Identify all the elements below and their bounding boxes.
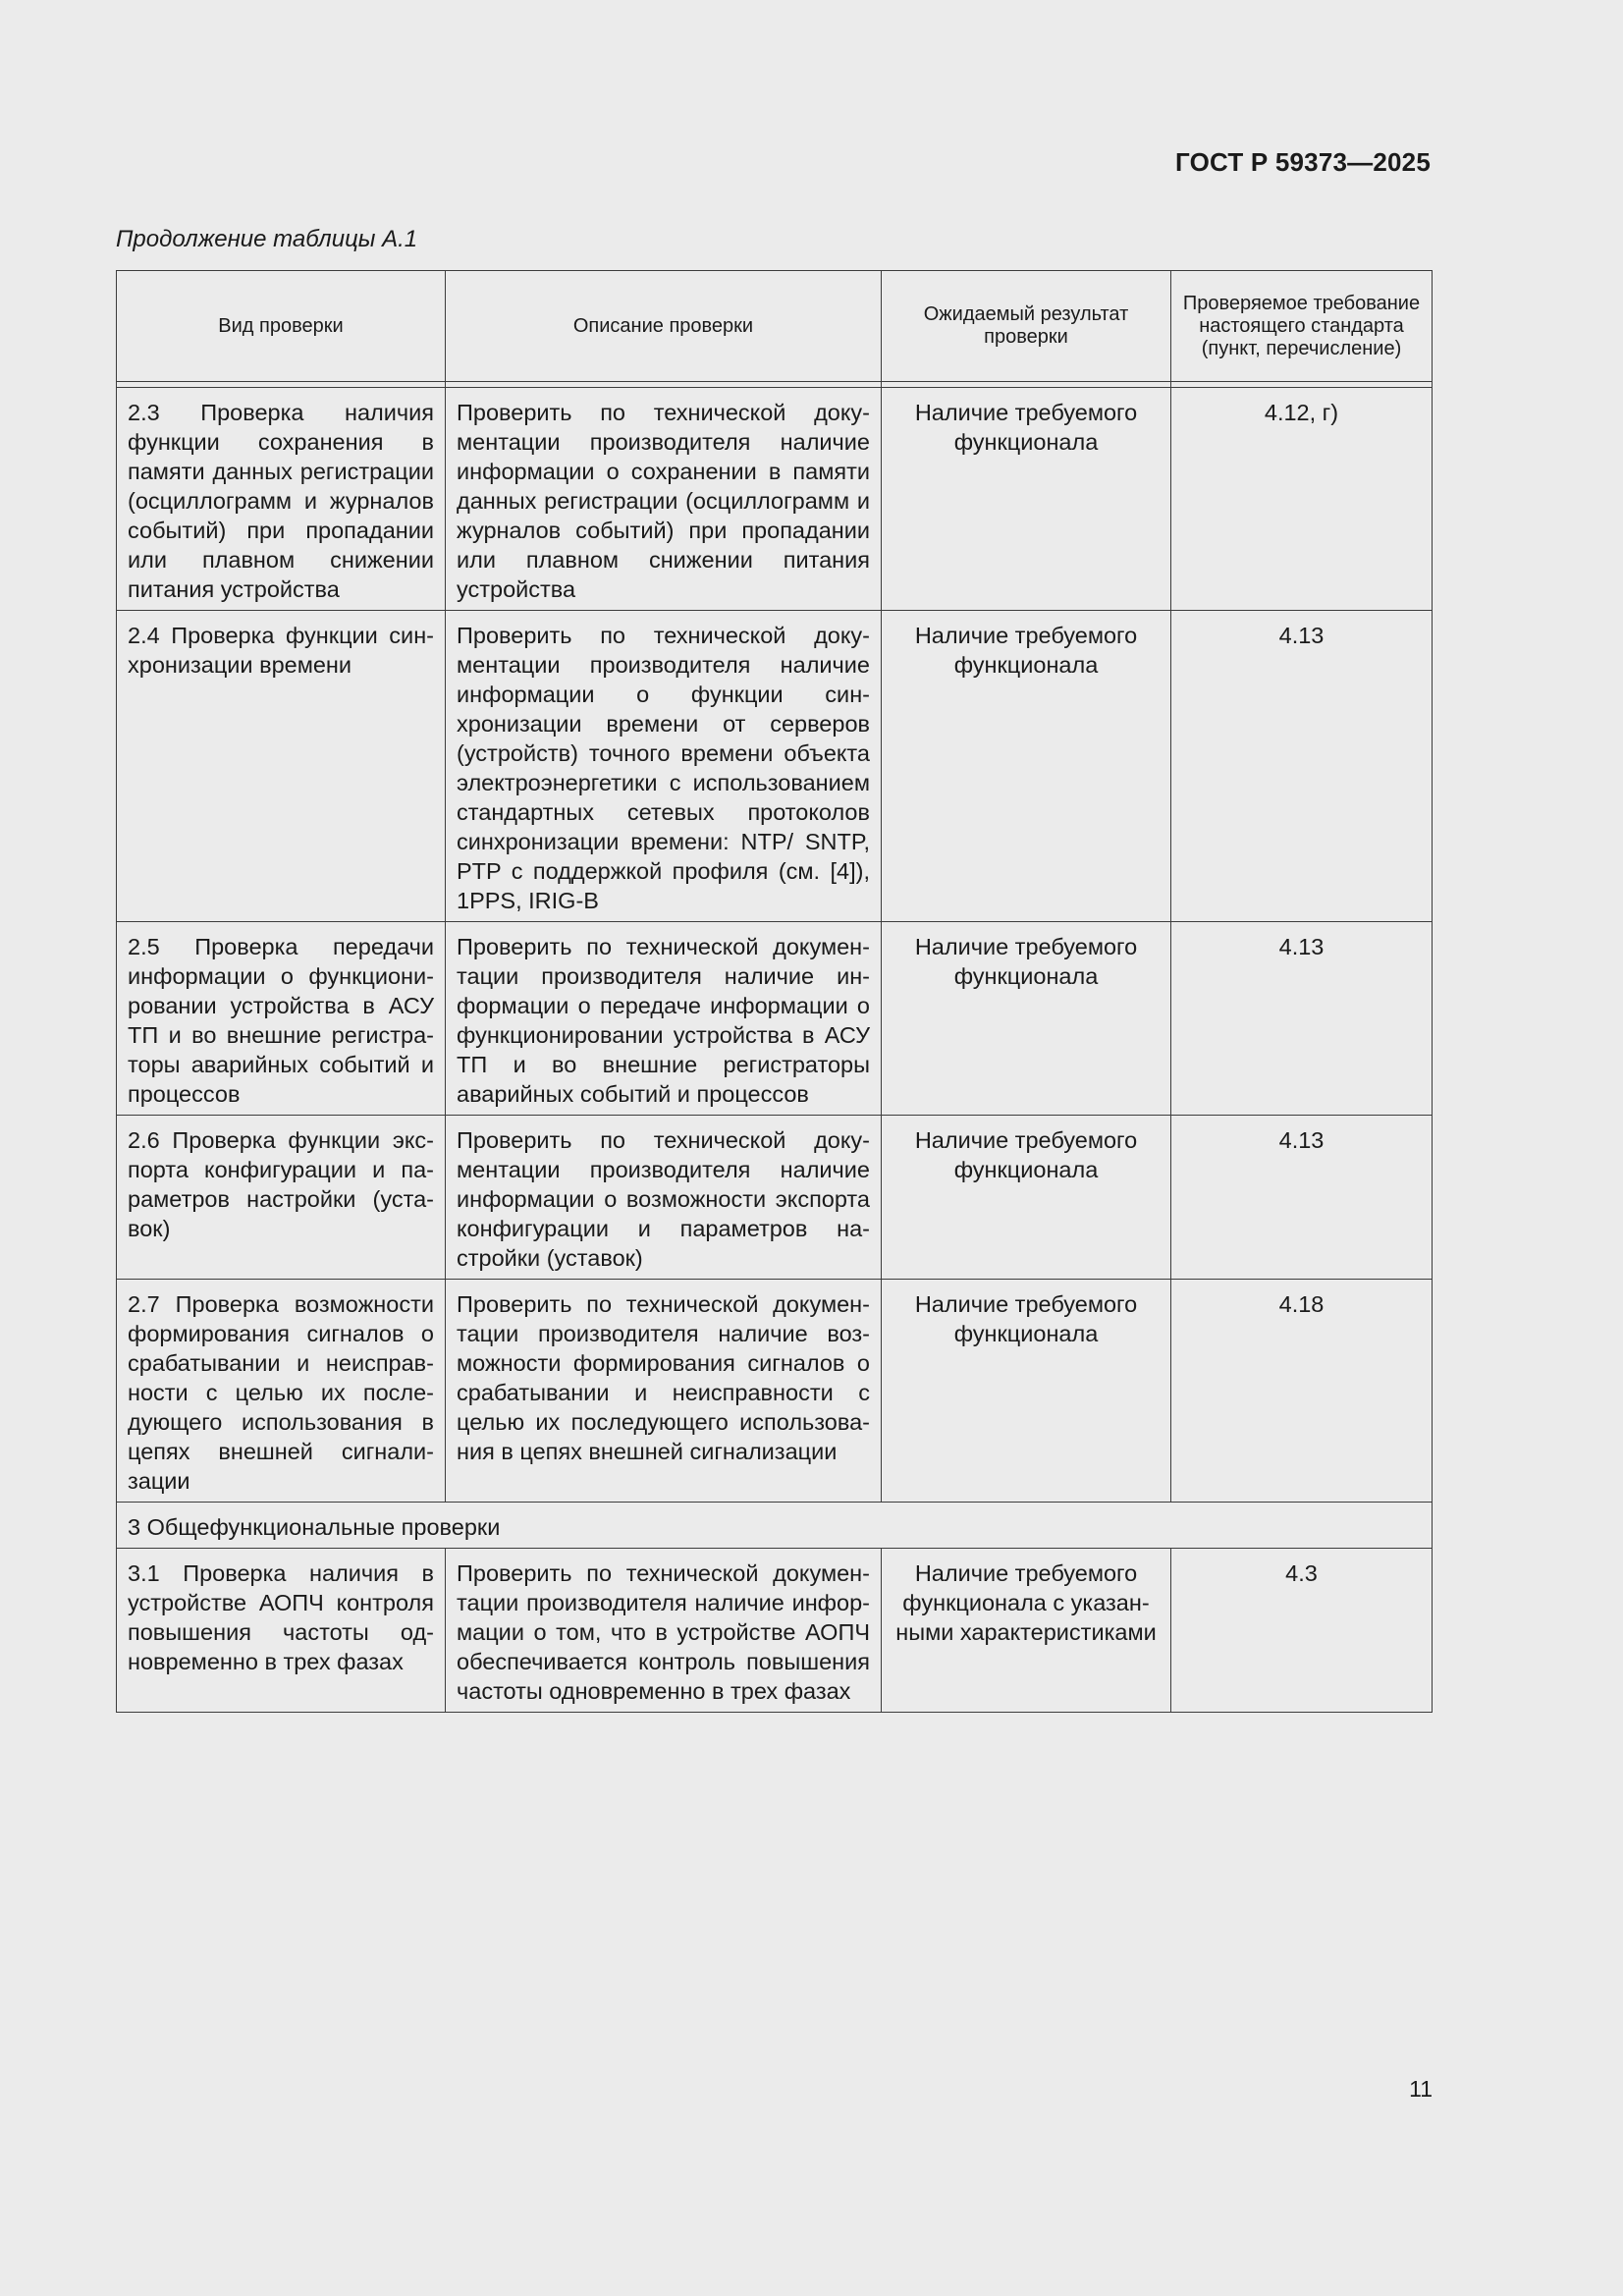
check-type-text: Проверка функции экспорта конфигурации и параметров настройки (уставок) [128,1127,434,1241]
check-type-text: Проверка передачи информации о функционировании устройства в АСУ ТП и во внешние регистраторы аварийных событий и процессов [128,934,435,1107]
check-type-cell [117,1280,446,1503]
column-header-requirement: Проверяемое требование настоящего стандарта (пункт, перечисление) [1171,271,1433,382]
page-number: 11 [1409,2076,1433,2102]
description-cell: Проверить по технической документации производителя наличие информации о функции синхронизации времени от серверов (устройств) точного времени объекта электроэнергетики с использованием стандартных сетевых протоколов синхронизации времени: NTP/ SNTP, PTP с поддержкой профиля (см. [4]), 1PPS, IRIG-B [446,611,882,922]
check-type-cell [117,1549,446,1713]
requirement-cell: 4.12, г) [1171,388,1433,611]
section-row [117,1503,1433,1549]
document-code: ГОСТ Р 59373—2025 [1175,147,1431,177]
check-type-text: Проверка функции синхронизации времени [128,623,434,678]
requirements-table [116,270,1433,1713]
table-row [117,388,1433,611]
requirement-cell: 4.13 [1171,1116,1433,1280]
check-type-text: Проверка наличия в устройстве АОПЧ контроля повышения частоты одновременно в трех фазах [128,1560,435,1674]
row-number: 2.3 [128,400,160,425]
table-row [117,922,1433,1116]
expected-result-cell: Наличие требуемого функционала [882,922,1171,1116]
table-row [117,1280,1433,1503]
row-number: 2.4 [128,623,160,648]
description-cell: Проверить по технической документации производителя наличие информации о том, что в устройстве АОПЧ обеспечивается контроль повышения частоты одновременно в трех фазах [446,1549,882,1713]
check-type-text: Проверка возможности формирования сигналов о срабатывании и неисправности с целью их последующего использования в цепях внешней сигнализации [128,1291,434,1494]
description-cell: Проверить по технической документации производителя наличие информации о возможности экспорта конфигурации и параметров настройки (уставок) [446,1116,882,1280]
expected-result-cell: Наличие требуемого функционала [882,388,1171,611]
check-type-cell [117,388,446,611]
column-header-expected-result: Ожидаемый результат проверки [882,271,1171,382]
table-row [117,1116,1433,1280]
expected-result-cell: Наличие требуемого функционала [882,1280,1171,1503]
description-cell: Проверить по технической документации производителя наличие возможности формирования сигналов о срабатывании и неисправности с целью их последующего использования в цепях внешней сигнализации [446,1280,882,1503]
requirement-cell: 4.13 [1171,922,1433,1116]
row-number: 2.6 [128,1127,160,1153]
description-cell: Проверить по технической документации производителя наличие информации о передаче информации о функционировании устройства в АСУ ТП и во внешние регистраторы аварийных событий и процессов [446,922,882,1116]
column-header-check-type: Вид проверки [117,271,446,382]
check-type-cell [117,922,446,1116]
requirement-cell: 4.18 [1171,1280,1433,1503]
expected-result-cell: Наличие требуемого функционала [882,1116,1171,1280]
requirement-cell: 4.3 [1171,1549,1433,1713]
row-number: 3.1 [128,1560,160,1586]
row-number: 2.7 [128,1291,160,1317]
column-header-description: Описание проверки [446,271,882,382]
table-row [117,611,1433,922]
section-heading: 3 Общефункциональные проверки [117,1503,1433,1549]
table-caption: Продолжение таблицы А.1 [116,226,418,252]
row-number: 2.5 [128,934,160,959]
check-type-cell [117,611,446,922]
expected-result-cell: Наличие требуемого функционала [882,611,1171,922]
check-type-text: Проверка наличия функции сохранения в памяти данных регистрации (осциллограмм и журналов событий) при пропадании или плавном снижении питания устройства [128,400,434,602]
table-row [117,1549,1433,1713]
requirement-cell: 4.13 [1171,611,1433,922]
expected-result-cell: Наличие требуемого функционала с указанными характеристиками [882,1549,1171,1713]
table-header-row [117,271,1433,382]
check-type-cell [117,1116,446,1280]
description-cell: Проверить по технической документации производителя наличие информации о сохранении в памяти данных регистрации (осциллограмм и журналов событий) при пропадании или плавном снижении питания устройства [446,388,882,611]
